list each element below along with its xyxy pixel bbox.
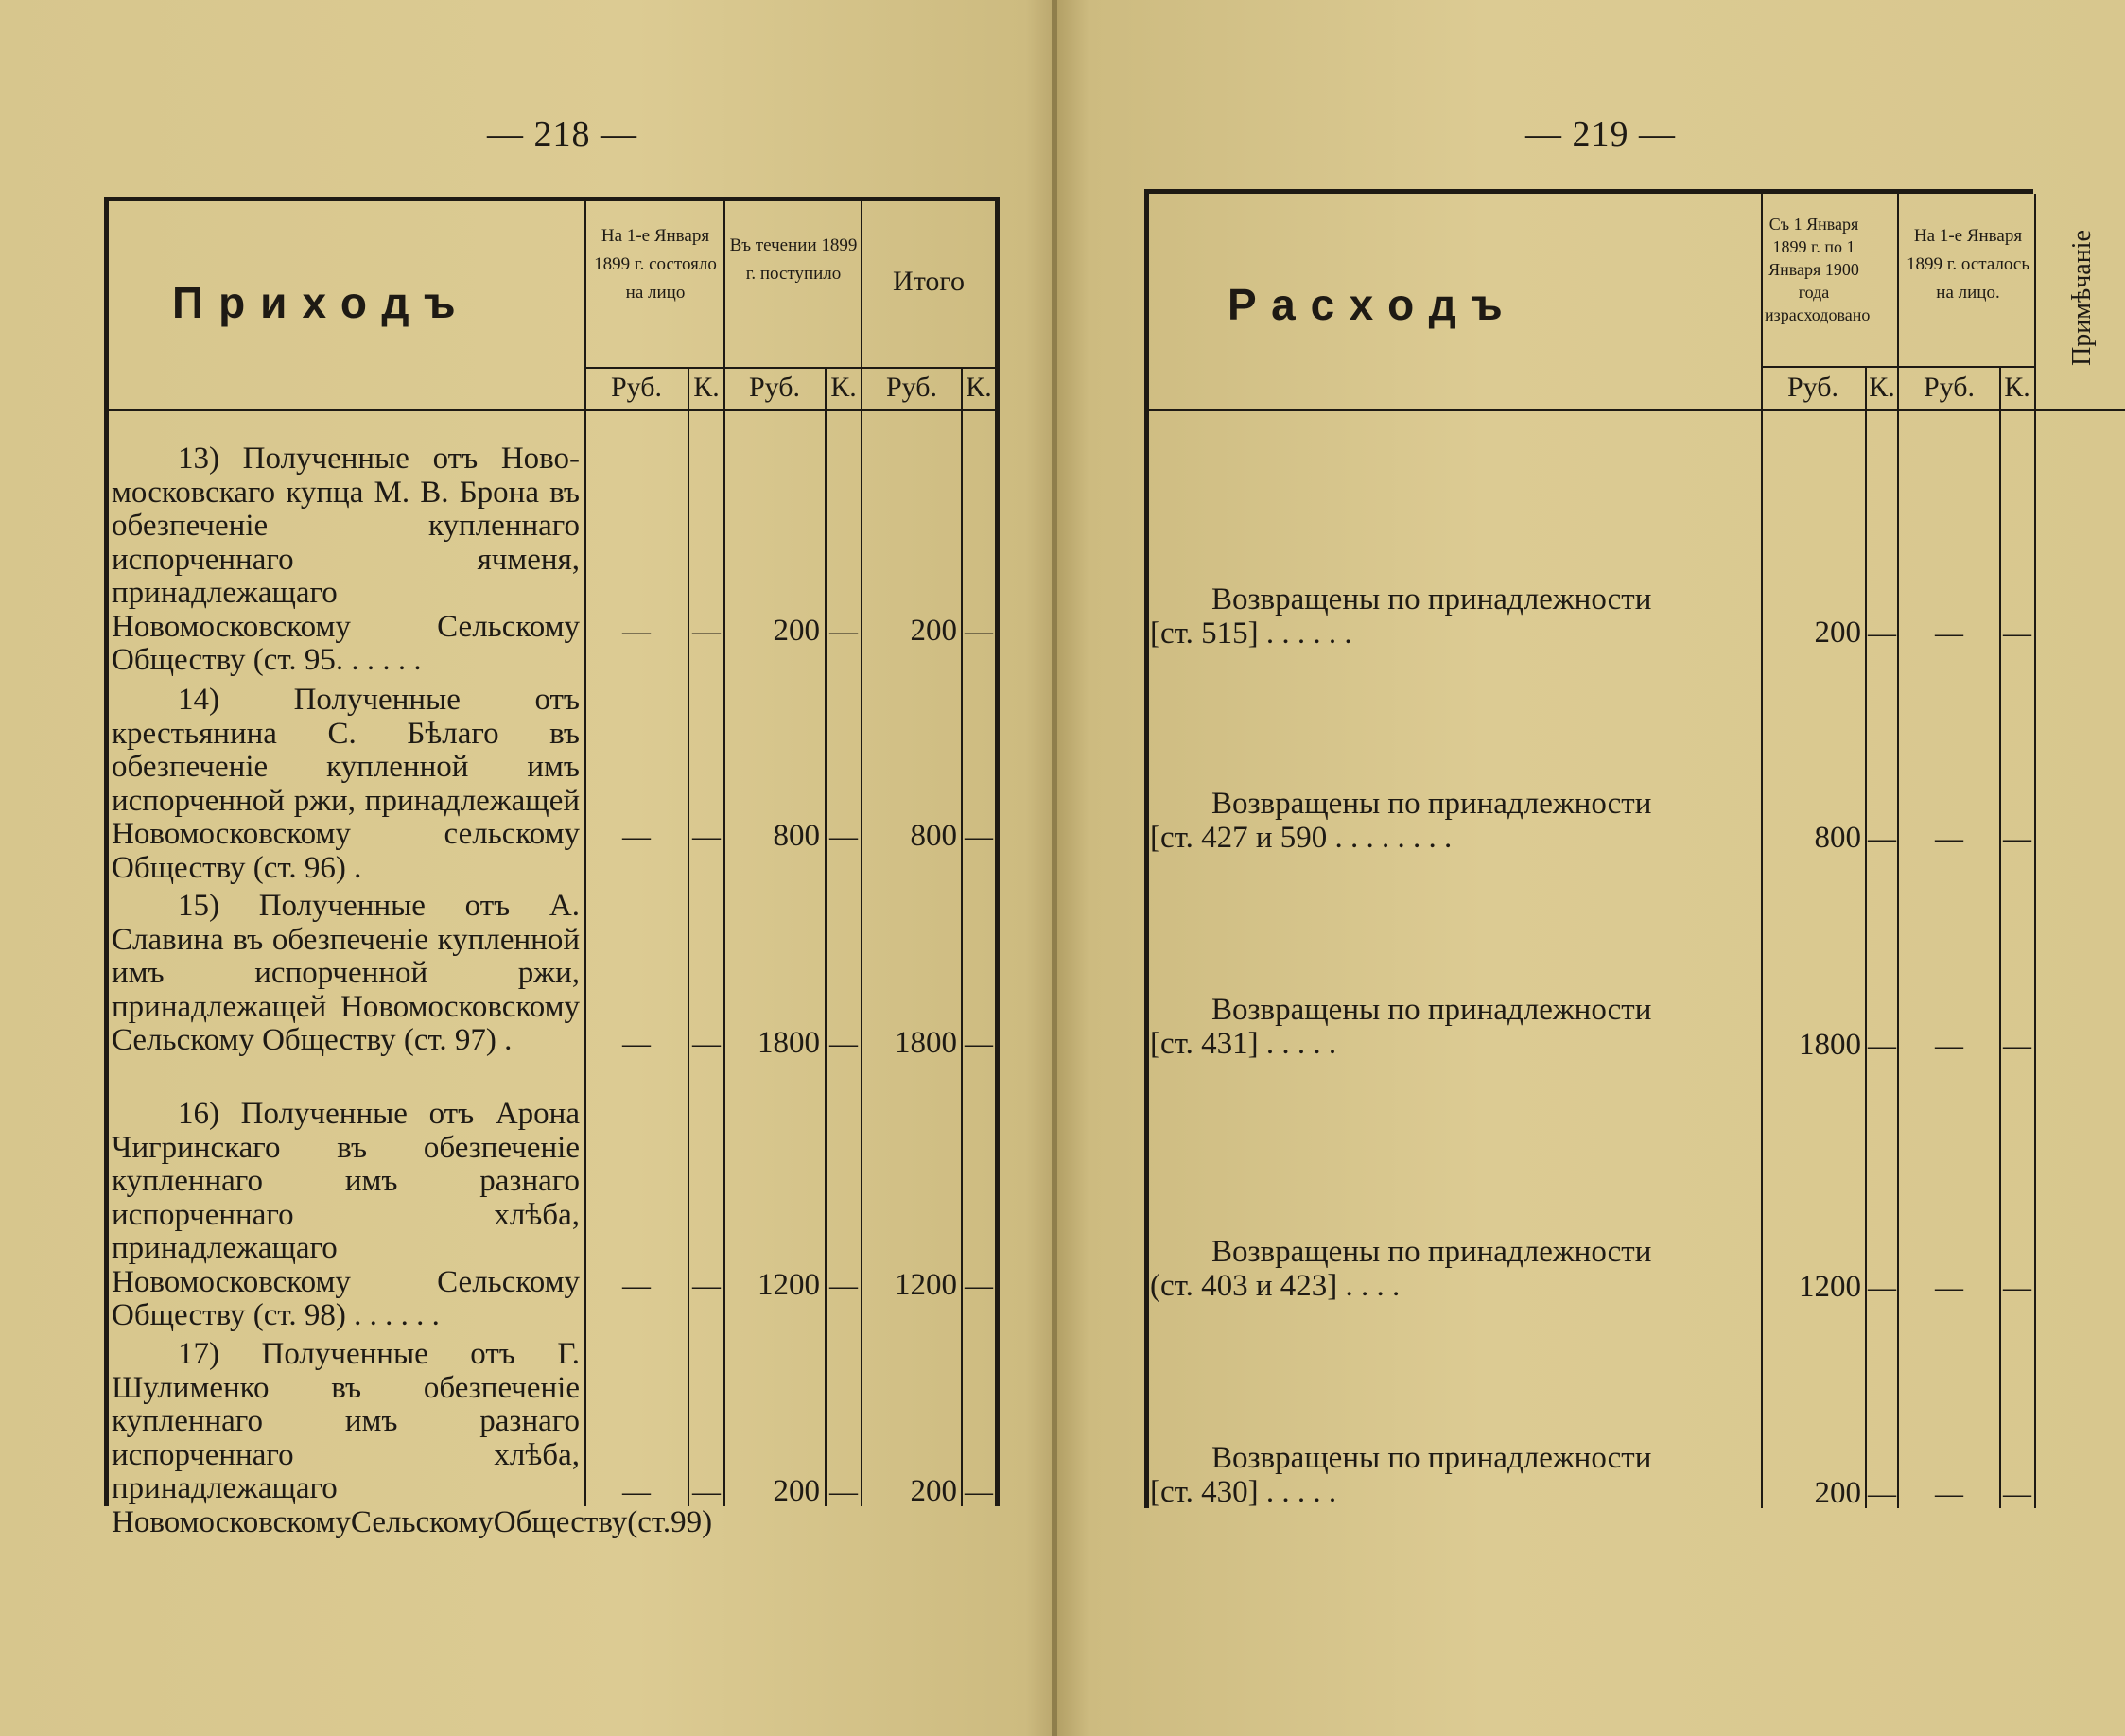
cell-amount: 1200 — [895, 1268, 957, 1302]
row-text-line: Возвращены по принадлежности — [1211, 1235, 1652, 1269]
table-row-description — [1150, 994, 1757, 1061]
cell-dash: — — [692, 1028, 721, 1059]
cell-dash: — — [965, 616, 993, 647]
table-row-description — [1150, 1442, 1757, 1509]
cell-amount: 800 — [910, 819, 957, 853]
page-number: — 219 — — [1525, 114, 1676, 154]
table-row-description — [1150, 1236, 1757, 1303]
unit-kop: К. — [693, 372, 720, 403]
cell-amount: 200 — [773, 1474, 820, 1508]
unit-kop: К. — [2004, 372, 2030, 403]
right-page — [1057, 0, 2125, 1736]
cell-dash: — — [1935, 1478, 1963, 1509]
income-title: Приходъ — [172, 278, 471, 327]
cell-amount: 1200 — [1799, 1270, 1861, 1304]
unit-rub: Руб. — [748, 372, 801, 403]
unit-rub: Руб. — [885, 372, 938, 403]
row-text-line: Возвращены по принадлежности — [1211, 993, 1652, 1027]
cell-amount: 800 — [773, 819, 820, 853]
cell-dash: — — [1868, 1272, 1896, 1303]
unit-kop: К. — [830, 372, 857, 403]
cell-amount: 200 — [773, 614, 820, 648]
cell-amount: 200 — [1814, 1476, 1861, 1510]
cell-dash: — — [965, 1028, 993, 1059]
cell-dash: — — [829, 821, 858, 852]
column-header-remaining: На 1-е Января 1899 г. осталось на лицо. — [1907, 226, 2029, 303]
column-header-spent: Съ 1 Января 1899 г. по 1 Января 1900 года израсходовано — [1765, 215, 1871, 324]
table-row-description: 13) Полученные отъ Ново-московскаго купца М. В. Брона въ обезпеченіе купленнаго испорченнаго ячменя, принадлежащаго Новомосковскому Сельскому Обществу (ст. 95. . . . . . — [112, 442, 580, 677]
cell-dash: — — [829, 616, 858, 647]
cell-dash: — — [965, 1270, 993, 1301]
cell-dash: — — [1935, 617, 1963, 649]
cell-amount: 1200 — [758, 1268, 820, 1302]
column-header-total: Итого — [893, 266, 965, 297]
table-row-description: 14) Полученные отъ крестьянина С. Бѣлаго въ обезпеченіе купленной имъ испорченной ржи, принадлежащей Новомосковскому сельскому Обществу (ст. 96) . — [112, 683, 580, 885]
cell-dash: — — [622, 1270, 651, 1301]
cell-dash: — — [2003, 1272, 2031, 1303]
cell-amount: 1800 — [1799, 1028, 1861, 1062]
cell-dash: — — [1935, 1030, 1963, 1061]
column-header-notes: Примѣчаніе — [2067, 230, 2097, 366]
unit-rub: Руб. — [610, 372, 663, 403]
cell-dash: — — [2003, 617, 2031, 649]
cell-dash: — — [1935, 1272, 1963, 1303]
cell-dash: — — [1868, 1030, 1896, 1061]
row-text-line: Возвращены по принадлежности — [1211, 582, 1652, 616]
table-row-description: 16) Полученные отъ Арона Чигринскаго въ обезпеченіе купленнаго имъ разнаго испорченнаго хлѣба, принадлежащаго Новомосковскому Сельскому Обществу (ст. 98) . . . . . . — [112, 1097, 580, 1332]
row-text-line: (ст. 403 и 423] . . . . — [1150, 1268, 1401, 1303]
unit-kop: К. — [966, 372, 992, 403]
cell-dash: — — [692, 616, 721, 647]
cell-dash: — — [829, 1270, 858, 1301]
cell-amount: 800 — [1814, 821, 1861, 855]
cell-dash: — — [692, 821, 721, 852]
table-row-description: 17) Полученные отъ Г. Шулименко въ обезпеченіе купленнаго имъ разнаго испорченнаго хлѣба, принадлежащаго НовомосковскомуСельскомуОбществу(ст.99) — [112, 1337, 713, 1539]
column-header-start: На 1-е Января 1899 г. состояло на лицо — [594, 226, 717, 303]
unit-rub: Руб. — [1923, 372, 1976, 403]
cell-dash: — — [2003, 1030, 2031, 1061]
left-page — [0, 0, 1057, 1736]
cell-amount: 200 — [1814, 616, 1861, 650]
cell-dash: — — [692, 1270, 721, 1301]
cell-dash: — — [1868, 617, 1896, 649]
table-row-description: 15) Полученные отъ А. Славина въ обезпеченіе купленной имъ испорченной ржи, принадлежащей Новомосковскому Сельскому Обществу (ст. 97) . — [112, 889, 580, 1057]
row-text-line: Возвращены по принадлежности — [1211, 1441, 1652, 1475]
cell-amount: 200 — [910, 1474, 957, 1508]
unit-kop: К. — [1869, 372, 1895, 403]
table-row-description — [1150, 788, 1757, 855]
income-table — [104, 197, 1000, 1539]
cell-amount: 1800 — [895, 1026, 957, 1060]
cell-dash: — — [692, 1476, 721, 1507]
expense-title: Расходъ — [1228, 280, 1518, 329]
cell-dash: — — [965, 1476, 993, 1507]
cell-dash: — — [1935, 823, 1963, 854]
cell-dash: — — [2003, 1478, 2031, 1509]
expense-table — [1144, 189, 2097, 1510]
cell-dash: — — [622, 616, 651, 647]
table-row-description — [1150, 583, 1757, 651]
cell-dash: — — [965, 821, 993, 852]
cell-dash: — — [1868, 1478, 1896, 1509]
cell-dash: — — [829, 1028, 858, 1059]
cell-dash: — — [622, 1476, 651, 1507]
row-text-line: [ст. 427 и 590 . . . . . . . . — [1150, 820, 1453, 855]
row-text-line: [ст. 430] . . . . . — [1150, 1474, 1337, 1509]
page-number: — 218 — — [487, 114, 637, 154]
row-text-line: Возвращены по принадлежности — [1211, 787, 1652, 821]
cell-dash: — — [622, 821, 651, 852]
unit-rub: Руб. — [1786, 372, 1839, 403]
cell-dash: — — [829, 1476, 858, 1507]
column-header-received: Въ течении 1899 г. поступило — [729, 235, 858, 284]
cell-dash: — — [1868, 823, 1896, 854]
cell-dash: — — [2003, 823, 2031, 854]
cell-amount: 200 — [910, 614, 957, 648]
cell-amount: 1800 — [758, 1026, 820, 1060]
row-text-line: [ст. 515] . . . . . . — [1150, 616, 1352, 651]
cell-dash: — — [622, 1028, 651, 1059]
row-text-line: [ст. 431] . . . . . — [1150, 1026, 1337, 1061]
